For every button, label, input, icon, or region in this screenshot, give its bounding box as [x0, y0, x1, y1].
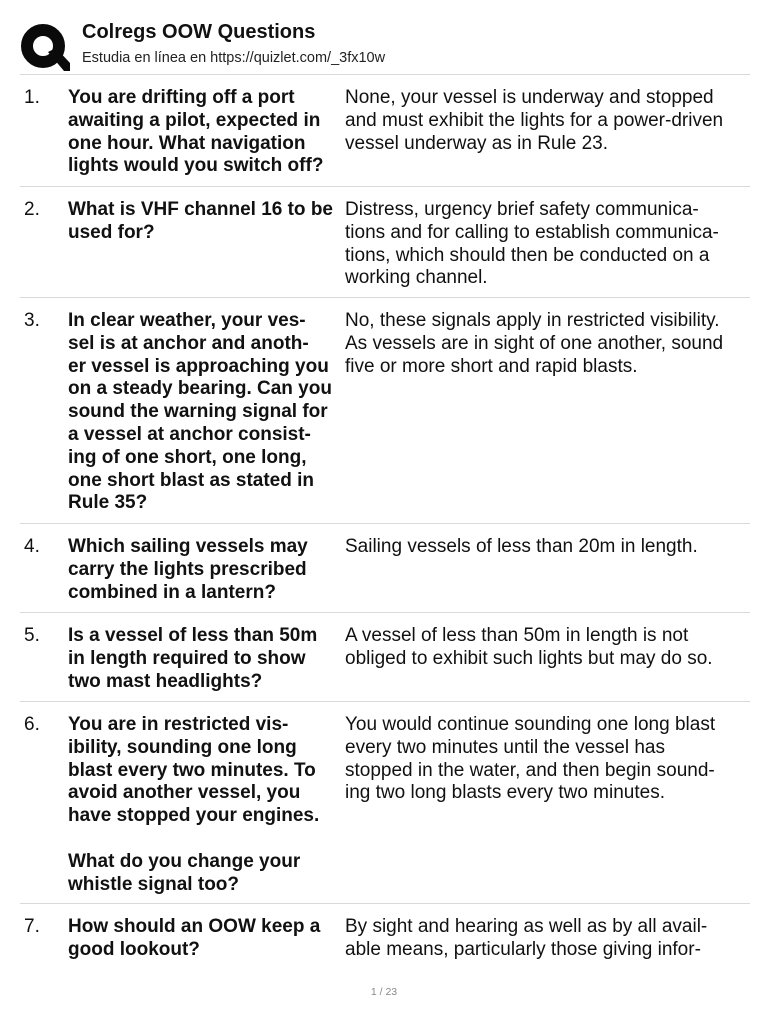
question-line: Rule 35? [68, 492, 148, 514]
question-line: used for? [68, 221, 155, 243]
card-number: 7. [24, 916, 40, 937]
answer-line: tions, which should then be conducted on a [345, 244, 710, 266]
card-number: 1. [24, 87, 40, 108]
card-answer [345, 310, 750, 378]
flashcard-row [20, 701, 750, 904]
card-answer [345, 87, 750, 155]
card-number: 4. [24, 536, 40, 557]
answer-line: You would continue sounding one long blast [345, 714, 716, 735]
flashcard-row [20, 297, 750, 524]
card-answer [345, 199, 750, 290]
card-answer [345, 625, 750, 671]
card-question [68, 310, 342, 515]
page-header [20, 18, 760, 74]
answer-line: No, these signals apply in restricted visibility. [345, 310, 720, 331]
question-line: Is a vessel of less than 50m [68, 625, 318, 646]
card-question [68, 714, 342, 896]
card-question [68, 199, 342, 245]
answer-line: Distress, urgency brief safety communica- [345, 199, 699, 220]
answer-line: every two minutes until the vessel has [345, 736, 665, 758]
answer-line: five or more short and rapid blasts. [345, 355, 638, 377]
quizlet-q-logo-icon [20, 22, 70, 72]
question-line: carry the lights prescribed [68, 558, 307, 580]
answer-line: By sight and hearing as well as by all avail- [345, 916, 708, 937]
question-line: one short blast as stated in [68, 469, 314, 491]
question-line: one hour. What navigation [68, 132, 306, 154]
answer-line: vessel underway as in Rule 23. [345, 132, 608, 154]
card-number: 5. [24, 625, 40, 646]
question-line: have stopped your engines. [68, 805, 320, 827]
document-title: Colregs OOW Questions [82, 21, 316, 43]
question-line: er vessel is approaching you [68, 355, 329, 377]
question-line: a vessel at anchor consist- [68, 423, 311, 445]
answer-line: A vessel of less than 50m in length is not [345, 625, 689, 646]
question-line [68, 828, 342, 851]
card-question [68, 87, 342, 178]
card-question [68, 916, 342, 962]
question-line: awaiting a pilot, expected in [68, 109, 321, 131]
answer-line: obliged to exhibit such lights but may do so. [345, 647, 713, 669]
question-line: Which sailing vessels may [68, 536, 308, 557]
card-answer [345, 714, 750, 805]
card-question [68, 625, 342, 693]
question-line: lights would you switch off? [68, 155, 324, 177]
question-line: sel is at anchor and anoth- [68, 332, 309, 354]
answer-line: able means, particularly those giving infor- [345, 938, 701, 960]
answer-line: As vessels are in sight of one another, sound [345, 332, 724, 354]
answer-line: None, your vessel is underway and stopped [345, 87, 714, 108]
question-line: two mast headlights? [68, 670, 263, 692]
question-line: avoid another vessel, you [68, 782, 301, 804]
flashcard-row [20, 612, 750, 702]
question-line: on a steady bearing. Can you [68, 378, 332, 400]
flashcard-row [20, 903, 750, 1025]
card-number: 2. [24, 199, 40, 220]
question-line: in length required to show [68, 647, 306, 669]
answer-line: stopped in the water, and then begin sound- [345, 759, 715, 781]
flashcard-row [20, 186, 750, 298]
card-answer [345, 536, 750, 559]
question-line: blast every two minutes. To [68, 759, 316, 781]
question-line: In clear weather, your ves- [68, 310, 306, 331]
card-number: 3. [24, 310, 40, 331]
answer-line: ing two long blasts every two minutes. [345, 782, 665, 804]
answer-line: Sailing vessels of less than 20m in length. [345, 536, 698, 557]
question-line: combined in a lantern? [68, 581, 276, 603]
answer-line: tions and for calling to establish communica- [345, 221, 719, 243]
answer-line: and must exhibit the lights for a power-driven [345, 109, 724, 131]
question-line: How should an OOW keep a [68, 916, 321, 937]
answer-line: working channel. [345, 267, 488, 289]
card-answer [345, 916, 750, 962]
flashcard-row [20, 523, 750, 613]
question-line: You are drifting off a port [68, 87, 295, 108]
question-line: good lookout? [68, 938, 200, 960]
question-line: ing of one short, one long, [68, 446, 307, 468]
question-line: What do you change your [68, 850, 301, 872]
card-question [68, 536, 342, 604]
card-number: 6. [24, 714, 40, 735]
flashcard-row [20, 74, 750, 187]
question-line: What is VHF channel 16 to be [68, 199, 333, 220]
question-line: You are in restricted vis- [68, 714, 289, 735]
question-line: sound the warning signal for [68, 401, 328, 423]
question-line: whistle signal too? [68, 873, 240, 895]
study-online-link[interactable]: Estudia en línea en https://quizlet.com/_3fx10w [82, 50, 386, 66]
page-number: 1 / 23 [370, 986, 398, 998]
question-line: ibility, sounding one long [68, 736, 297, 758]
